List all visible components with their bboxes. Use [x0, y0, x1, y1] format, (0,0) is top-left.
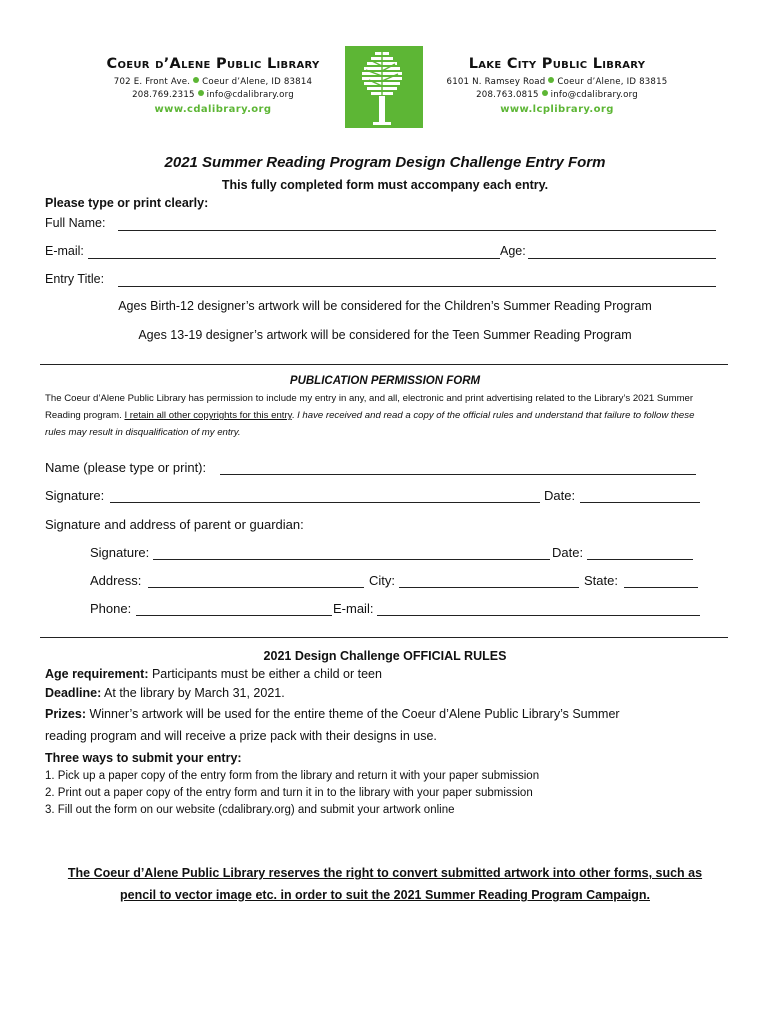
prizes-label: Prizes:	[45, 707, 86, 721]
lcpl-contact-line	[432, 90, 682, 100]
cda-phone: 208.769.2315	[132, 90, 195, 100]
lcpl-address-line	[432, 77, 682, 87]
section-divider	[40, 637, 728, 638]
bullet-icon	[548, 77, 554, 83]
submit-ways-list	[45, 768, 735, 819]
bullet-icon	[193, 77, 199, 83]
guardian-state-field[interactable]	[624, 587, 698, 588]
cda-website[interactable]: www.cdalibrary.org	[154, 104, 272, 115]
submit-ways-heading: Three ways to submit your entry:	[45, 751, 242, 765]
form-instruction: Please type or print clearly:	[45, 196, 209, 210]
entry-title-field[interactable]	[118, 286, 716, 287]
full-name-label: Full Name:	[45, 216, 106, 230]
cda-library-name: Coeur d’Alene Public Library	[106, 56, 320, 72]
lcpl-website[interactable]: www.lcplibrary.org	[500, 104, 614, 115]
guardian-date-label: Date:	[552, 545, 584, 560]
permission-text	[45, 390, 715, 441]
age-requirement-text: Participants must be either a child or teen	[148, 667, 382, 681]
bullet-icon	[542, 90, 548, 96]
deadline-rule	[45, 684, 725, 703]
cda-city: Coeur d’Alene, ID 83814	[202, 77, 313, 87]
print-name-label: Name (please type or print):	[45, 460, 207, 475]
conversion-notice	[0, 862, 770, 906]
permission-heading: PUBLICATION PERMISSION FORM	[289, 375, 481, 387]
lake-city-library-header	[432, 56, 682, 115]
guardian-heading: Signature and address of parent or guardian:	[45, 517, 304, 532]
cda-contact-line	[88, 90, 338, 100]
age-field[interactable]	[528, 258, 716, 259]
lcpl-library-name: Lake City Public Library	[468, 56, 646, 72]
age-requirement-label: Age requirement:	[45, 667, 149, 681]
library-tree-logo	[345, 46, 423, 128]
cda-email: info@cdalibrary.org	[206, 90, 294, 100]
permission-text-part2: .	[291, 410, 298, 421]
list-item: 3. Fill out the form on our website (cdalibrary.org) and submit your artwork online	[45, 804, 455, 816]
cda-library-header	[88, 56, 338, 115]
permission-copyright-text: I retain all other copyrights for this entry	[124, 410, 292, 421]
rules-body	[45, 665, 725, 769]
guardian-address-field[interactable]	[148, 587, 364, 588]
cda-address-line	[88, 77, 338, 87]
permission-rules-ack: I have received and read a copy of the official rules and understand that failure to follow these rules may result in disqualification of my entry.	[45, 410, 695, 438]
list-item: 2. Print out a paper copy of the entry form and turn it in to the library with your paper submission	[45, 787, 533, 799]
guardian-date-field[interactable]	[587, 559, 693, 560]
form-title: 2021 Summer Reading Program Design Challenge Entry Form	[164, 154, 606, 171]
conversion-notice-line1: The Coeur d’Alene Public Library reserves the right to convert submitted artwork into other forms, such as	[67, 866, 703, 880]
guardian-signature-field[interactable]	[153, 559, 550, 560]
email-label: E-mail:	[45, 244, 84, 258]
guardian-address-label: Address:	[90, 573, 142, 588]
cda-street: 702 E. Front Ave.	[113, 77, 191, 87]
children-program-note: Ages Birth-12 designer’s artwork will be considered for the Children’s Summer Reading Program	[118, 299, 652, 313]
signature-field[interactable]	[110, 502, 540, 503]
tree-icon	[345, 46, 423, 128]
deadline-text: At the library by March 31, 2021.	[101, 686, 285, 700]
full-name-field[interactable]	[118, 230, 716, 231]
permission-text-part1: The Coeur d’Alene Public Library has permission to include my entry in any, and all, electronic and print advertising related to the Library’s 2021 Summer Reading program.	[45, 393, 694, 421]
guardian-email-field[interactable]	[377, 615, 700, 616]
print-name-field[interactable]	[220, 474, 696, 475]
teen-program-note: Ages 13-19 designer’s artwork will be considered for the Teen Summer Reading Program	[138, 328, 632, 342]
prizes-text-line1: Winner’s artwork will be used for the entire theme of the Coeur d’Alene Public Library’s Summer	[86, 707, 620, 721]
guardian-phone-field[interactable]	[136, 615, 332, 616]
rules-heading: 2021 Design Challenge OFFICIAL RULES	[263, 649, 507, 663]
guardian-city-field[interactable]	[399, 587, 579, 588]
section-divider	[40, 364, 728, 365]
form-subtitle: This fully completed form must accompany each entry.	[221, 178, 549, 192]
date-field[interactable]	[580, 502, 700, 503]
prizes-rule	[45, 703, 725, 725]
guardian-signature-label: Signature:	[90, 545, 150, 560]
guardian-email-label: E-mail:	[333, 601, 374, 616]
prizes-text-line2: reading program and will receive a prize pack with their designs in use.	[45, 729, 437, 743]
deadline-label: Deadline:	[45, 686, 102, 700]
email-field[interactable]	[88, 258, 500, 259]
bullet-icon	[198, 90, 204, 96]
guardian-state-label: State:	[584, 573, 618, 588]
conversion-notice-line2: pencil to vector image etc. in order to suit the 2021 Summer Reading Program Campaign.	[120, 888, 650, 902]
lcpl-city: Coeur d’Alene, ID 83815	[557, 77, 668, 87]
lcpl-street: 6101 N. Ramsey Road	[446, 77, 546, 87]
age-label: Age:	[500, 244, 526, 258]
entry-title-label: Entry Title:	[45, 272, 105, 286]
guardian-city-label: City:	[369, 573, 395, 588]
age-requirement-rule	[45, 665, 725, 684]
lcpl-phone: 208.763.0815	[476, 90, 539, 100]
date-label: Date:	[544, 488, 576, 503]
guardian-phone-label: Phone:	[90, 601, 132, 616]
list-item: 1. Pick up a paper copy of the entry form from the library and return it with your paper submission	[45, 770, 540, 782]
signature-label: Signature:	[45, 488, 105, 503]
lcpl-email: info@cdalibrary.org	[550, 90, 638, 100]
